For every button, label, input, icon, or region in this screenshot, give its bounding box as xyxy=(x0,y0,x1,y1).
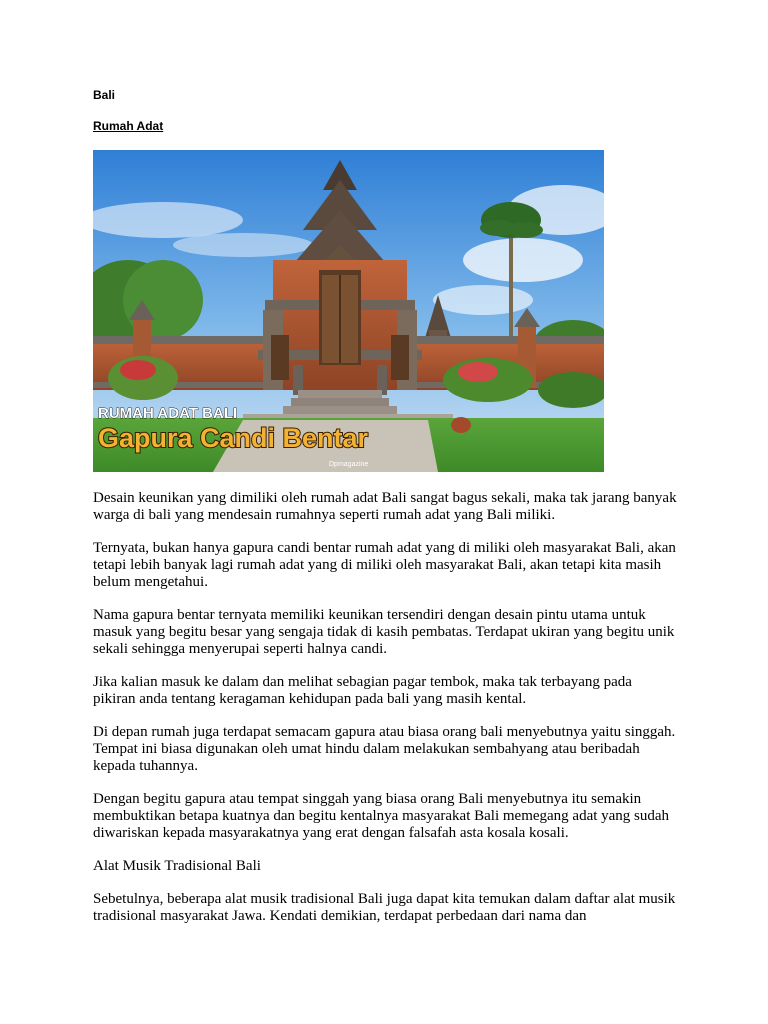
document-title: Bali xyxy=(93,88,116,102)
section-heading: Rumah Adat xyxy=(93,119,164,133)
paragraph: Di depan rumah juga terdapat semacam gapura atau biasa orang bali menyebutnya yaitu singgah. Tempat ini biasa digunakan oleh umat hindu dalam melakukan sembahyang atau beribadah kepada tuhannya. xyxy=(93,724,676,774)
paragraph: Ternyata, bukan hanya gapura candi bentar rumah adat yang di miliki oleh masyarakat Bali, akan tetapi lebih banyak lagi rumah adat yang di miliki oleh masyarakat Bali, akan tetapi kita masih belum mengetahui. xyxy=(93,540,676,590)
article-body xyxy=(93,490,678,941)
paragraph: Dengan begitu gapura atau tempat singgah yang biasa orang Bali menyebutnya itu semakin membuktikan betapa kuatnya dan begitu kentalnya masyarakat Bali memegang adat yang sudah diwariskan kepada masyarakatnya yang erat dengan falsafah asta kosala kosali. xyxy=(93,791,670,841)
temple-gate-photo xyxy=(93,150,604,472)
photo-caption-top: RUMAH ADAT BALI xyxy=(98,405,238,422)
photo-watermark: Dpmagazine xyxy=(329,461,369,468)
photo-caption-main: Gapura Candi Bentar xyxy=(98,423,369,453)
paragraph: Desain keunikan yang dimiliki oleh rumah adat Bali sangat bagus sekali, maka tak jarang banyak warga di bali yang mendesain rumahnya seperti rumah adat yang Bali miliki. xyxy=(93,490,677,523)
paragraph: Nama gapura bentar ternyata memiliki keunikan tersendiri dengan desain pintu utama untuk masuk yang begitu besar yang sengaja tidak di kasih pembatas. Terdapat ukiran yang begitu unik sekali sehingga menyerupai seperti halnya candi. xyxy=(93,607,675,657)
paragraph: Sebetulnya, beberapa alat musik tradisional Bali juga dapat kita temukan dalam daftar alat musik tradisional masyarakat Jawa. Kendati demikian, terdapat perbedaan dari nama dan xyxy=(93,891,676,924)
paragraph: Jika kalian masuk ke dalam dan melihat sebagian pagar tembok, maka tak terbayang pada pikiran anda tentang keragaman kehidupan pada bali yang masih kental. xyxy=(93,674,632,707)
section-heading-music: Alat Musik Tradisional Bali xyxy=(93,858,261,874)
